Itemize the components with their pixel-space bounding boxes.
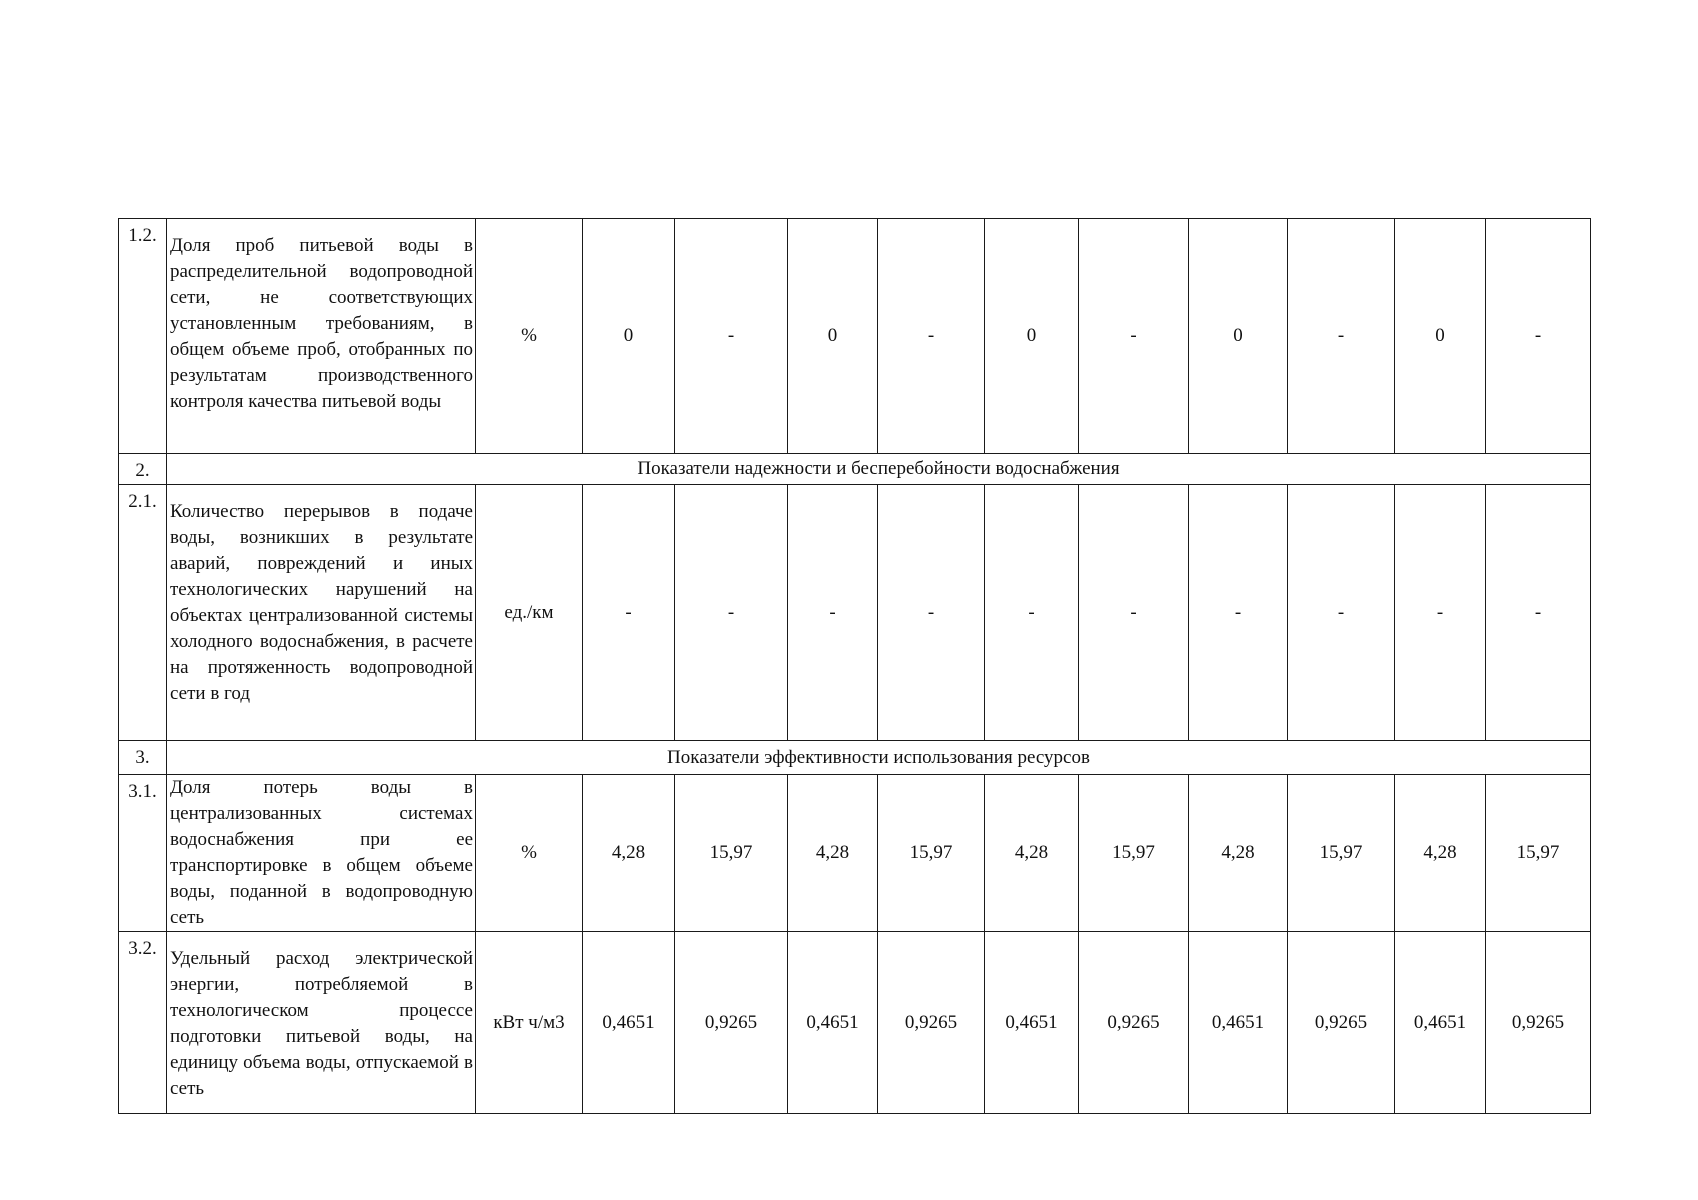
row-number: 1.2. [119,219,167,454]
value-cell: 0,9265 [878,932,985,1114]
value-cell: 0 [985,219,1079,454]
table-row [119,219,1591,454]
section-row [119,454,1591,485]
value-cell: 0,9265 [675,932,788,1114]
value-cell: 4,28 [1189,775,1288,932]
value-cell: 0,4651 [583,932,675,1114]
value-cell: 0 [788,219,878,454]
unit-cell: % [476,219,583,454]
value-cell: 4,28 [1395,775,1486,932]
value-cell: 4,28 [985,775,1079,932]
value-cell: - [788,485,878,741]
value-cell: 0,4651 [1189,932,1288,1114]
unit-cell: ед./км [476,485,583,741]
value-cell: 0,4651 [1395,932,1486,1114]
value-cell: 0,9265 [1079,932,1189,1114]
value-cell: 0 [1395,219,1486,454]
value-cell: - [675,219,788,454]
row-number: 3.1. [119,775,167,932]
value-cell: - [878,485,985,741]
indicator-description: Доля потерь воды в централизованных системах водоснабжения при ее транспортировке в общем объеме воды, поданной в водопроводную сеть [167,775,476,932]
section-title: Показатели надежности и бесперебойности водоснабжения [167,454,1591,485]
section-number: 3. [119,741,167,775]
indicators-table [118,218,1591,1114]
value-cell: 0 [583,219,675,454]
value-cell: - [1079,485,1189,741]
value-cell: 0 [1189,219,1288,454]
section-number: 2. [119,454,167,485]
value-cell: 0,9265 [1288,932,1395,1114]
unit-cell: кВт ч/м3 [476,932,583,1114]
value-cell: - [1486,485,1591,741]
section-title: Показатели эффективности использования ресурсов [167,741,1591,775]
value-cell: - [878,219,985,454]
value-cell: - [985,485,1079,741]
section-row [119,741,1591,775]
indicator-description: Удельный расход электрической энергии, потребляемой в технологическом процессе подготовки питьевой воды, на единицу объема воды, отпускаемой в сеть [167,932,476,1114]
value-cell: - [1486,219,1591,454]
row-number: 3.2. [119,932,167,1114]
value-cell: 0,4651 [985,932,1079,1114]
value-cell: 15,97 [1079,775,1189,932]
value-cell: 15,97 [878,775,985,932]
value-cell: 0,9265 [1486,932,1591,1114]
value-cell: 4,28 [788,775,878,932]
row-number: 2.1. [119,485,167,741]
value-cell: 15,97 [1486,775,1591,932]
value-cell: 0,4651 [788,932,878,1114]
value-cell: - [1079,219,1189,454]
indicator-description: Количество перерывов в подаче воды, возникших в результате аварий, повреждений и иных технологических нарушений на объектах централизованной системы холодного водоснабжения, в расчете на протяженность водопроводной сети в год [167,485,476,741]
indicator-description: Доля проб питьевой воды в распределительной водопроводной сети, не соответствующих установленным требованиям, в общем объеме проб, отобранных по результатам производственного контроля качества питьевой воды [167,219,476,454]
value-cell: 4,28 [583,775,675,932]
value-cell: - [675,485,788,741]
value-cell: - [1189,485,1288,741]
table-row [119,775,1591,932]
value-cell: 15,97 [675,775,788,932]
table-row [119,485,1591,741]
unit-cell: % [476,775,583,932]
value-cell: - [1288,485,1395,741]
value-cell: - [1288,219,1395,454]
value-cell: - [1395,485,1486,741]
value-cell: 15,97 [1288,775,1395,932]
value-cell: - [583,485,675,741]
table-row [119,932,1591,1114]
